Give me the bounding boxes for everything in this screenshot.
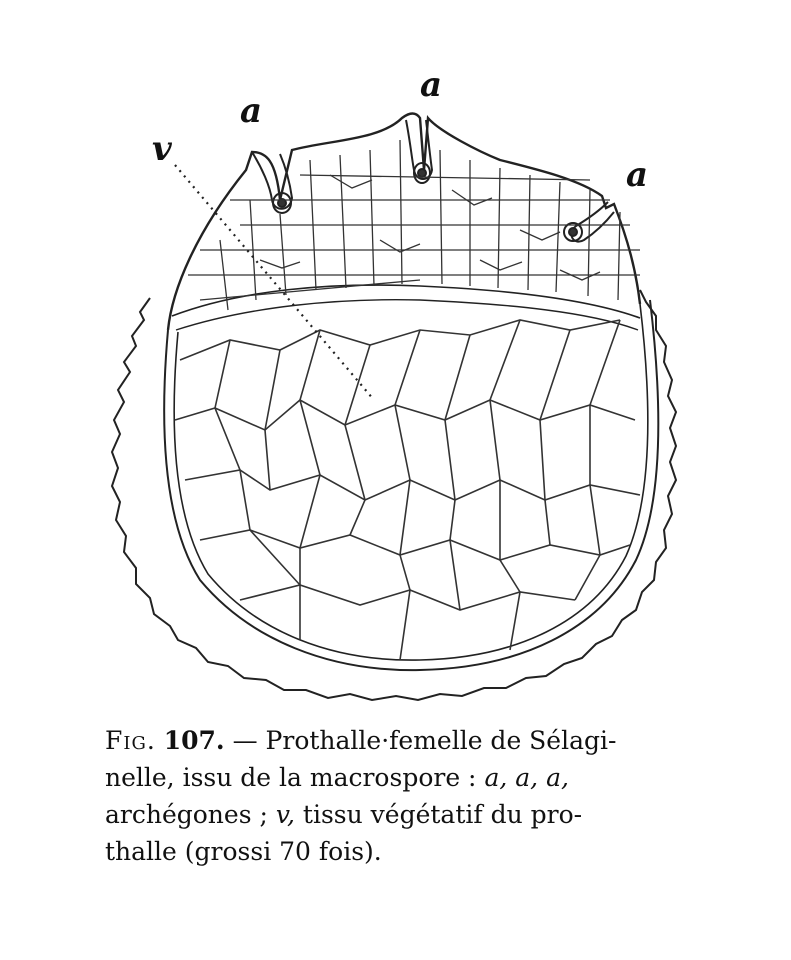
caption-line-3 — [105, 796, 695, 833]
caption-v: v, — [275, 800, 295, 829]
caption-dash: — — [232, 726, 258, 755]
caption-line3-start: archégones ; — [105, 800, 268, 829]
caption-line2-text: nelle, issu de la macrospore : — [105, 763, 477, 792]
figure-caption — [105, 722, 695, 870]
caption-a2: a, — [515, 763, 539, 792]
caption-a3: a, — [546, 763, 569, 792]
caption-line4-text: thalle (grossi 70 fois). — [105, 837, 382, 866]
caption-a1: a, — [484, 763, 508, 792]
caption-line-2 — [105, 759, 695, 796]
label-a-right: a — [626, 155, 649, 195]
caption-line1-text: Prothalle·femelle de Sélagi- — [265, 726, 617, 755]
archegonium-middle — [406, 120, 432, 183]
caption-line-1 — [105, 722, 695, 759]
caption-fig-prefix: Fig. — [105, 726, 156, 755]
caption-fig-number: 107. — [163, 726, 225, 755]
caption-line3-text: tissu végétatif du pro- — [302, 800, 583, 829]
tissue-boundary-2 — [176, 300, 638, 330]
label-a-middle: a — [420, 65, 443, 105]
label-v: v — [152, 129, 172, 169]
archegonium-left — [252, 152, 292, 213]
caption-line-4 — [105, 833, 695, 870]
label-a-left: a — [240, 91, 263, 131]
